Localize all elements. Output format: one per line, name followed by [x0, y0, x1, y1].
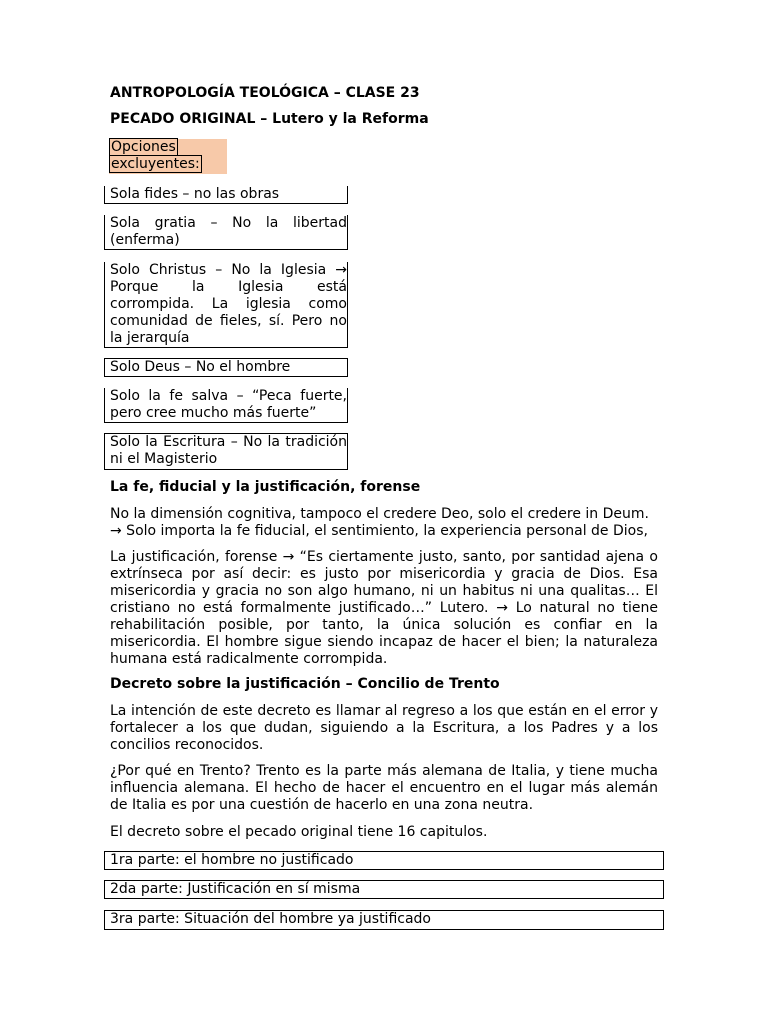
option-text: Sola fides – no las obras	[110, 186, 280, 202]
highlighted-label	[109, 139, 227, 174]
option-box	[104, 358, 348, 377]
part-text: 3ra parte: Situación del hombre ya justificado	[110, 911, 431, 927]
option-text: Sola gratia – No la libertad (enferma)	[110, 215, 347, 248]
paragraph-justificacion-forense: La justificación, forense → “Es ciertamente justo, santo, por santidad ajena o extrínseca por así decir: es justo por misericordia y gracia de Dios. Esa misericordia y gracia no son algo humano, ni un habitus ni una qualitas… El cristiano no está formalmente justificado…” Lutero. → Lo natural no tiene rehabilitación posible, por tanto, la única solución es confiar en la misericordia. El hombre sigue siendo incapaz de hacer el bien; la naturaleza humana está radicalmente corrompida.	[110, 549, 658, 667]
highlight-line-1: Opciones	[111, 139, 176, 155]
paragraph-intencion-decreto: La intención de este decreto es llamar al regreso a los que están en el error y fortalecer a los que dudan, siguiendo a la Escritura, a los Padres y a los concilios reconocidos.	[110, 703, 658, 753]
paragraph-line: No la dimensión cognitiva, tampoco el credere Deo, solo el credere in Deum.	[110, 506, 649, 522]
part-box	[104, 910, 664, 930]
document-subtitle: PECADO ORIGINAL – Lutero y la Reforma	[110, 111, 429, 127]
option-text: Solo la Escritura – No la tradición ni el Magisterio	[110, 434, 347, 467]
option-box	[104, 215, 348, 250]
option-box	[104, 186, 348, 204]
part-box	[104, 880, 664, 899]
option-text: Solo la fe salva – “Peca fuerte, pero cree mucho más fuerte”	[110, 388, 347, 421]
highlight-line-2: excluyentes:	[111, 156, 200, 172]
option-box	[104, 433, 348, 470]
paragraph-por-que-trento: ¿Por qué en Trento? Trento es la parte más alemana de Italia, y tiene mucha influencia alemana. El hecho de hacer el encuentro en el lugar más alemán de Italia es por una cuestión de hacerlo en una zona neutra.	[110, 763, 658, 813]
part-text: 2da parte: Justificación en sí misma	[110, 881, 361, 897]
paragraph-line: → Solo importa la fe fiducial, el sentimiento, la experiencia personal de Dios,	[110, 523, 648, 539]
option-box	[104, 388, 348, 423]
option-text: Solo Christus – No la Iglesia → Porque la Iglesia está corrompida. La iglesia como comunidad de fieles, sí. Pero no la jerarquía	[110, 262, 347, 346]
document-title: ANTROPOLOGÍA TEOLÓGICA – CLASE 23	[110, 85, 420, 101]
option-box	[104, 262, 348, 348]
option-text: Solo Deus – No el hombre	[110, 359, 291, 375]
part-box	[104, 851, 664, 870]
section-heading-fe-fiducial: La fe, fiducial y la justificación, forense	[110, 479, 421, 495]
section-heading-decreto: Decreto sobre la justificación – Concilio de Trento	[110, 676, 500, 692]
paragraph-capitulos: El decreto sobre el pecado original tiene 16 capitulos.	[110, 824, 488, 840]
part-text: 1ra parte: el hombre no justificado	[110, 852, 354, 868]
